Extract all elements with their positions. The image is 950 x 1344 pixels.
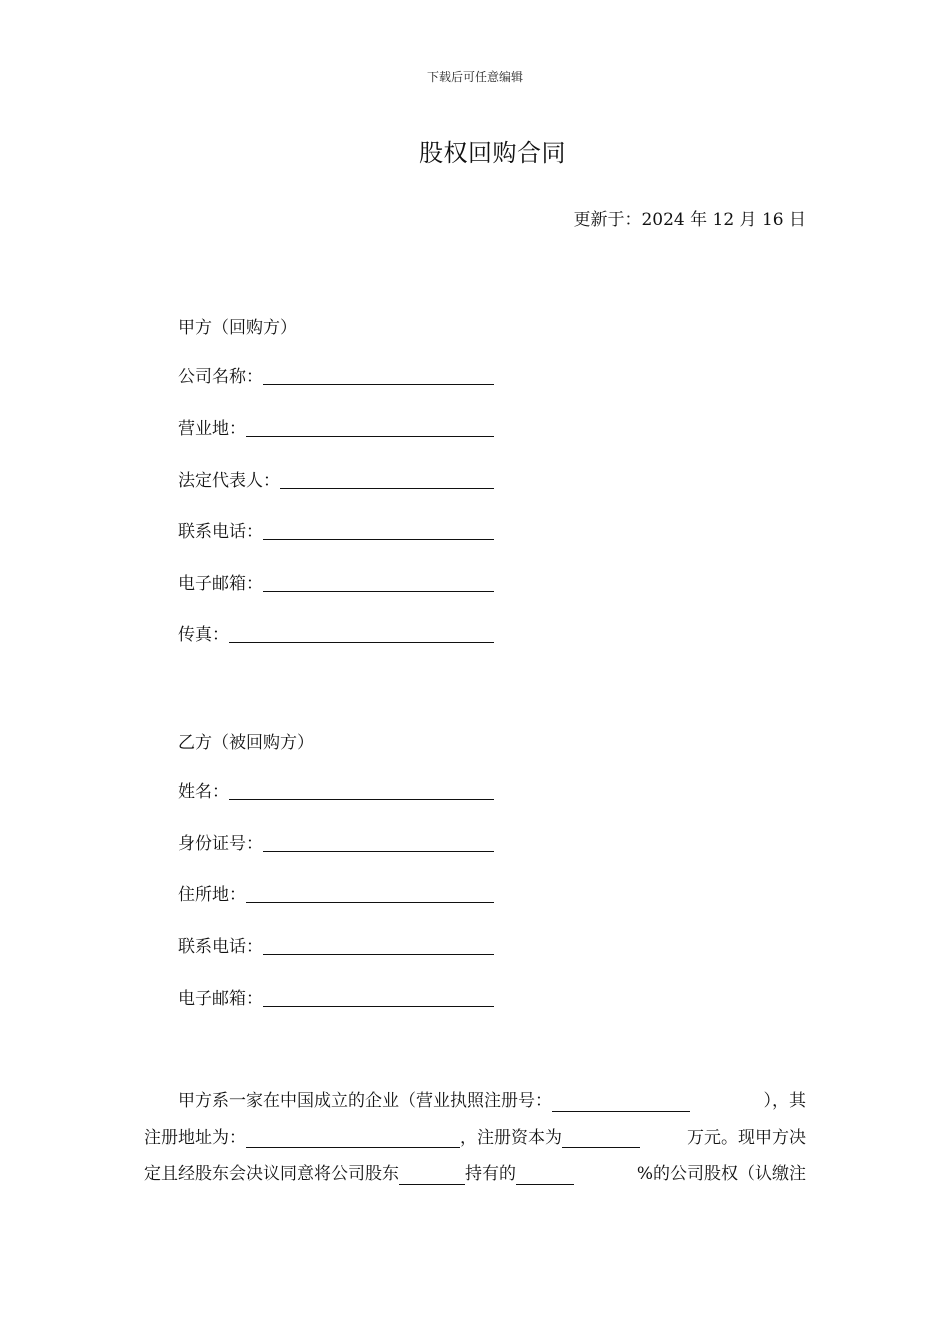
fill-blank[interactable] [246,882,494,903]
fill-blank[interactable] [263,934,494,955]
fill-blank[interactable] [229,622,494,643]
party-a-business-place-field[interactable] [178,415,494,439]
text-run: 注册地址为： [144,1127,246,1148]
party-a-email-field[interactable] [178,570,494,594]
field-label: 电子邮箱： [178,989,263,1009]
share-percentage-blank[interactable] [516,1162,574,1185]
party-b-phone-field[interactable] [178,933,494,957]
paragraph-line [144,1120,806,1157]
contract-body-paragraph [144,1083,806,1193]
fill-blank[interactable] [263,519,494,540]
fill-blank[interactable] [263,831,494,852]
registration-number-blank[interactable] [552,1089,690,1112]
party-b-residence-field[interactable] [178,881,494,905]
fill-blank[interactable] [246,416,494,437]
text-run: 万元。现甲方决 [687,1127,806,1148]
field-label: 住所地： [178,885,246,905]
text-run: ），其 [763,1091,806,1111]
registered-address-blank[interactable] [246,1125,460,1148]
party-a-heading: 甲方（回购方） [178,318,297,338]
party-b-id-number-field[interactable] [178,830,494,854]
field-label: 联系电话： [178,937,263,957]
fill-blank[interactable] [263,986,494,1007]
text-run: ，注册资本为 [460,1127,562,1148]
field-label: 公司名称： [178,367,263,387]
field-label: 传真： [178,625,229,645]
field-label: 电子邮箱： [178,574,263,594]
field-label: 身份证号： [178,834,263,854]
party-a-legal-rep-field[interactable] [178,467,494,491]
fill-blank[interactable] [263,571,494,592]
party-a-phone-field[interactable] [178,518,494,542]
fill-blank[interactable] [280,468,494,489]
fill-blank[interactable] [229,779,494,800]
text-run: %的公司股权（认缴注 [636,1164,806,1184]
field-label: 营业地： [178,419,246,439]
fill-blank[interactable] [263,364,494,385]
field-label: 法定代表人： [178,471,280,491]
text-run: 定且经股东会决议同意将公司股东 [144,1164,399,1184]
updated-date: 更新于：2024 年 12 月 16 日 [573,210,806,230]
party-a-company-name-field[interactable] [178,363,494,387]
field-label: 姓名： [178,782,229,802]
paragraph-line [144,1083,806,1120]
party-b-heading: 乙方（被回购方） [178,733,314,753]
document-title: 股权回购合同 [419,139,566,167]
text-run: 持有的 [465,1164,516,1184]
party-b-email-field[interactable] [178,985,494,1009]
party-b-name-field[interactable] [178,778,494,802]
party-a-fax-field[interactable] [178,621,494,645]
paragraph-line [144,1156,806,1193]
text-run: 甲方系一家在中国成立的企业（营业执照注册号： [178,1091,552,1111]
shareholder-name-blank[interactable] [399,1162,465,1185]
field-label: 联系电话： [178,522,263,542]
registered-capital-blank[interactable] [562,1125,640,1148]
header-note: 下载后可任意编辑 [426,70,523,84]
